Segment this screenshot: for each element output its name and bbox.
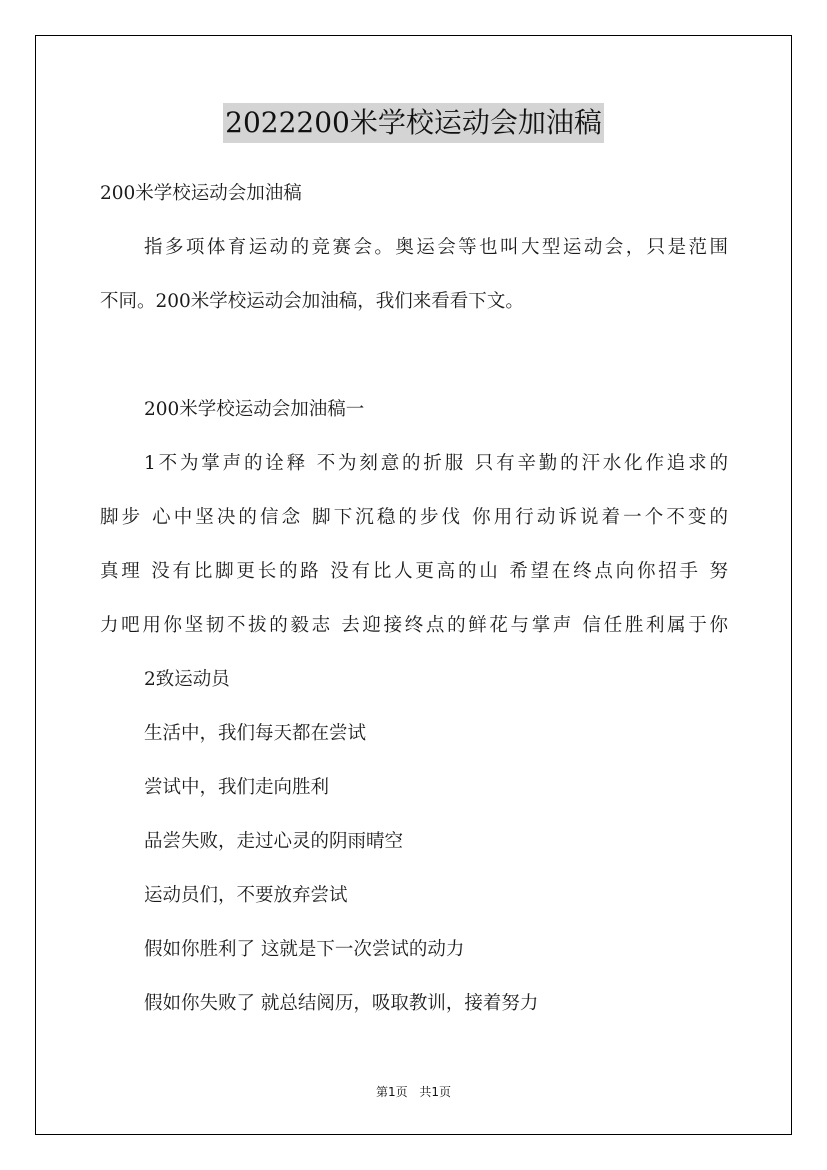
page-footer	[0, 1084, 827, 1100]
poem-line-5: 假如你胜利了 这就是下一次尝试的动力	[144, 939, 465, 960]
page-number: 第1页	[375, 1085, 408, 1099]
document-subtitle: 200米学校运动会加油稿	[100, 183, 302, 204]
poem-line-2: 尝试中，我们走向胜利	[144, 777, 330, 798]
poem-line-4: 运动员们，不要放弃尝试	[144, 885, 348, 906]
poem-line-3: 品尝失败，走过心灵的阴雨晴空	[144, 831, 404, 852]
intro-line-1: 指多项体育运动的竞赛会。奥运会等也叫大型运动会，只是范围	[144, 237, 728, 258]
section-heading: 200米学校运动会加油稿一	[144, 399, 365, 420]
poem-line-1: 生活中，我们每天都在尝试	[144, 723, 367, 744]
poem-title: 2致运动员	[144, 669, 230, 690]
paragraph1-line-2: 脚步 心中坚决的信念 脚下沉稳的步伐 你用行动诉说着一个不变的	[100, 507, 728, 528]
document-title: 2022200米学校运动会加油稿	[223, 103, 604, 143]
paragraph1-line-4: 力吧用你坚韧不拔的毅志 去迎接终点的鲜花与掌声 信任胜利属于你	[100, 615, 728, 636]
total-pages: 共1页	[419, 1085, 452, 1099]
title-container	[0, 103, 827, 143]
poem-line-6: 假如你失败了 就总结阅历，吸取教训，接着努力	[144, 993, 539, 1014]
paragraph1-line-3: 真理 没有比脚更长的路 没有比人更高的山 希望在终点向你招手 努	[100, 561, 728, 582]
paragraph1-line-1: 1不为掌声的诠释 不为刻意的折服 只有辛勤的汗水化作追求的	[144, 453, 728, 474]
intro-line-2: 不同。200米学校运动会加油稿，我们来看看下文。	[100, 291, 524, 312]
